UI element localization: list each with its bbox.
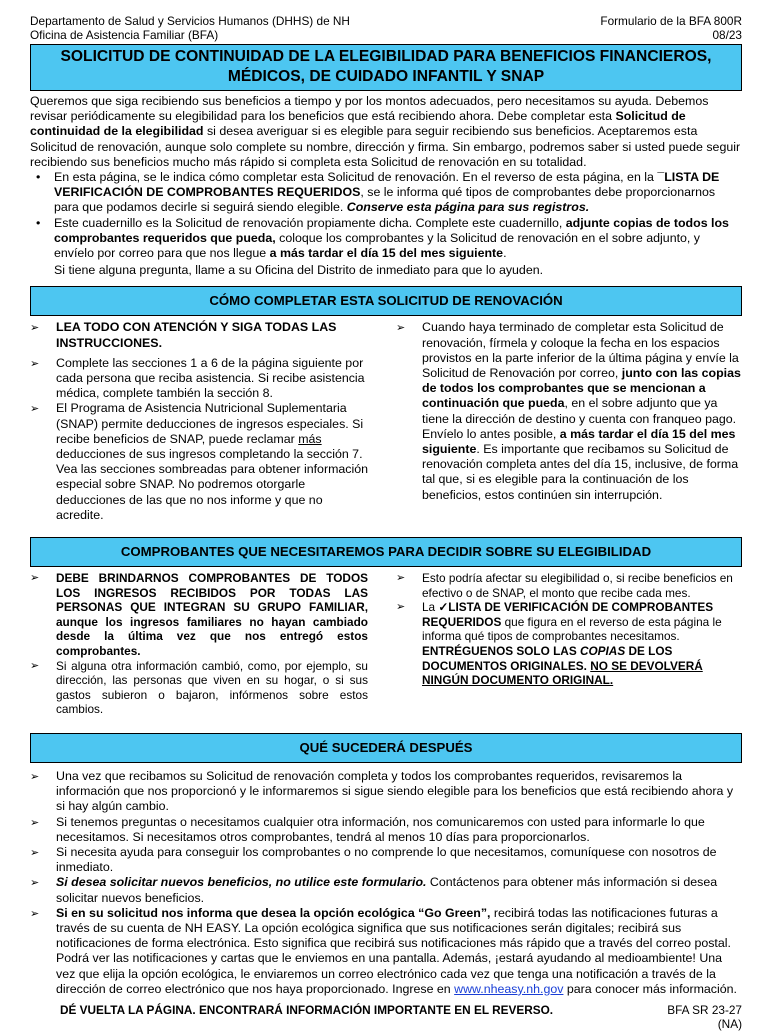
how-item-sections: ➢ Complete las secciones 1 a 6 de la página siguiente por cada persona que reciba asistencia. Si recibe asistencia médica, complete también la sección 8. (30, 356, 368, 402)
intro-bullets (30, 170, 742, 261)
deadline-note: a más tardar el día 15 del mes siguiente (269, 246, 504, 261)
proofs-item-checklist (396, 600, 742, 688)
bullet-text-2: coloque los comprobantes y la Solicitud de renovación en el sobre adjunto, y envíelo por correo para que nos llegue (54, 230, 700, 261)
checklist-text: La (422, 600, 439, 615)
form-date: 08/23 (712, 28, 742, 42)
mail-deadline: a más tardar el día 15 del mes siguiente (422, 426, 736, 457)
page-header (30, 14, 742, 42)
form-number: Formulario de la BFA 800R (600, 14, 742, 28)
language-code: (NA) (717, 1017, 742, 1031)
more-underlined: más (298, 431, 322, 446)
copies-word: COPIAS (579, 644, 626, 659)
turn-page-note: DÉ VUELTA LA PÁGINA. ENCONTRARÁ INFORMACIÓN IMPORTANTE EN EL REVERSO. (60, 1003, 554, 1018)
proofs-item-income (30, 571, 368, 659)
next-item-review: ➢ Una vez que recibamos su Solicitud de renovación completa y todos los comprobantes requeridos, revisaremos la información que nos proporcionó y le informaremos si sigue siendo elegible para los beneficios que está recibiendo ahora y si hay algún cambio. (30, 769, 742, 815)
income-proof-bold: DEBE BRINDARNOS COMPROBANTES DE TODOS LOS INGRESOS RECIBIDOS POR TODAS LAS PERSONAS QUE INTEGRAN SU GRUPO FAMILIAR, (56, 571, 368, 615)
go-green-text-end: para conocer más información. (563, 981, 737, 996)
proofs-heading: COMPROBANTES QUE NECESITAREMOS PARA DECIDIR SOBRE SU ELEGIBILIDAD (30, 537, 742, 567)
title-line-1: SOLICITUD DE CONTINUIDAD DE LA ELEGIBILIDAD PARA BENEFICIOS FINANCIEROS, (60, 48, 712, 65)
check-mark-icon: ¯ (657, 170, 665, 185)
intro-text-end: si desea averiguar si es elegible para seguir recibiendo sus beneficios. Aceptaremos esta Solicitud de renovación, aunque solo complete su nombre, dirección y firma. Sin embargo, podremos saber si usted puede seguir recibiendo sus beneficios mucho más rápido si completa esta Solicitud de renovación en su totalidad. (30, 124, 741, 169)
mail-text-3: . Es importante que recibamos su Solicitud de renovación completa antes del día 15, inclusive, de forma tal que, si es elegible para la continuación de los beneficios, estos continúen sin interrupción. (422, 442, 739, 502)
next-item-go-green (30, 906, 742, 997)
department-name: Departamento de Salud y Servicios Humanos (DHHS) de NH (30, 14, 350, 28)
snap-text: El Programa de Asistencia Nutricional Suplementaria (SNAP) permite deducciones de ingresos especiales. Si recibe beneficios de SNAP, puede reclamar (56, 401, 364, 446)
no-return-note: NO SE DEVOLVERÁ NINGÚN DOCUMENTO ORIGINAL. (422, 658, 703, 688)
page-footer (30, 1003, 742, 1031)
proofs-columns (30, 571, 742, 717)
title-line-2: MÉDICOS, DE CUIDADO INFANTIL Y SNAP (227, 68, 545, 85)
attach-copies-note: adjunte copias de todos los comprobantes requeridos que pueda, (54, 215, 729, 245)
intro-paragraph (30, 94, 742, 170)
keep-page-note: Conserve esta página para sus registros. (346, 200, 590, 215)
intro-text: Queremos que siga recibiendo sus beneficios a tiempo y por los montos adecuados, pero necesitamos su ayuda. Debemos revisar periódicamente su elegibilidad para los beneficios que está recibiendo ahora. Debe completar esta (30, 94, 709, 124)
bullet-booklet (30, 216, 742, 262)
mail-text: Cuando haya terminado de completar esta Solicitud de renovación, fírmela y coloque la fecha en los espacios provistos en la parte inferior de la última página y envíe la Solicitud de Renovación por correo, (422, 320, 739, 381)
how-item-mail (396, 320, 742, 502)
bullet-text: En esta página, se le indica cómo completar esta Solicitud de renovación. En el reverso de esta página, en la (54, 170, 658, 185)
next-list (30, 769, 742, 997)
checklist-text-2: que figura en el reverso de esta página le informa qué tipos de comprobantes necesitamos. (422, 614, 722, 644)
intro-bold: Solicitud de continuidad de la elegibilidad (30, 109, 686, 139)
nheasy-link[interactable]: www.nheasy.nh.gov (454, 981, 564, 996)
bullet-this-page (30, 170, 742, 216)
proofs-item-changes: ➢ Si alguna otra información cambió, como, por ejemplo, su dirección, las personas que viven en su hogar, o si sus gastos subieron o bajaron, infórmenos sobre estos cambios. (30, 659, 368, 717)
how-item-read (30, 320, 368, 350)
mail-text-2: , en el sobre adjunto que ya tiene la dirección de destino y cuenta con franqueo pago. Envíelo lo antes posible, (422, 396, 737, 441)
originals-text: DE LOS DOCUMENTOS ORIGINALES. (422, 644, 673, 673)
read-instructions: LEA TODO CON ATENCIÓN Y SIGA TODAS LAS INSTRUCCIONES. (56, 320, 337, 350)
copies-only: ENTRÉGUENOS SOLO LAS (422, 644, 580, 659)
income-proof-note: aunque los ingresos familiares no hayan cambiado desde la última vez que nos entregó estos comprobantes. (56, 614, 368, 659)
form-code: BFA SR 23-27 (667, 1003, 742, 1018)
form-title (30, 44, 742, 91)
how-heading: CÓMO COMPLETAR ESTA SOLICITUD DE RENOVACIÓN (30, 286, 742, 316)
new-benefits-text: Contáctenos para obtener más información si desea solicitar nuevos beneficios. (56, 875, 718, 905)
contact-note: Si tiene alguna pregunta, llame a su Oficina del Distrito de inmediato para que lo ayuden. (54, 263, 544, 278)
next-item-questions: ➢ Si tenemos preguntas o necesitamos cualquier otra información, nos comunicaremos con usted para informarle lo que necesitamos. Si necesitamos otros comprobantes, tendrá al menos 10 días para proporcionarlos. (30, 815, 742, 845)
next-heading: QUÉ SUCEDERÁ DESPUÉS (30, 733, 742, 763)
go-green-text: recibirá todas las notificaciones futuras a través de su cuenta de NH EASY. La opción ecológica significa que sus notificaciones serán digitales; recibirá sus notificaciones de forma electrónica. Esto significa que recibirá sus notificaciones más rápido que a través del correo postal. Podrá ver las notificaciones y cartas que le enviemos en una pantalla. Además, ¡estará ayudando al medioambiente! Una vez que elija la opción ecológica, le enviaremos un correo electrónico cada vez que tenga una notificación a través de la dirección de correo electrónico que nos haya proporcionado. Ingrese en (56, 905, 731, 996)
mail-bold: junto con las copias de todos los comprobantes que se mencionan a continuación que pueda (422, 366, 741, 411)
proofs-item-effect: ➢ Esto podría afectar su elegibilidad o, si recibe beneficios en efectivo o de SNAP, el monto que recibe cada mes. (396, 571, 742, 600)
form-page (30, 14, 742, 1031)
bullet-text: Este cuadernillo es la Solicitud de renovación propiamente dicha. Complete este cuadernillo, (54, 215, 566, 230)
how-columns (30, 320, 742, 523)
office-name: Oficina de Asistencia Familiar (BFA) (30, 28, 219, 42)
intro-section (30, 94, 742, 278)
go-green-bold: Si en su solicitud nos informa que desea la opción ecológica “Go Green”, (56, 905, 491, 920)
next-item-new-benefits (30, 875, 742, 905)
bullet-text-2: , se le informa qué tipos de comprobantes debe proporcionarnos para que podamos decirle si seguirá siendo elegible. (54, 185, 716, 215)
checklist-title: LISTA DE VERIFICACIÓN DE COMPROBANTES REQUERIDOS (54, 170, 720, 200)
bullet-text-end: . (503, 246, 507, 261)
checklist-title: ✓LISTA DE VERIFICACIÓN DE COMPROBANTES REQUERIDOS (422, 600, 714, 629)
how-item-snap (30, 401, 368, 523)
next-item-help: ➢ Si necesita ayuda para conseguir los comprobantes o no comprende lo que necesitamos, comuníquese con nosotros de inmediato. (30, 845, 742, 875)
new-benefits-warning: Si desea solicitar nuevos beneficios, no utilice este formulario. (56, 875, 427, 890)
snap-text-2: deducciones de sus ingresos completando la sección 7. Vea las secciones sombreadas para obtener información especial sobre SNAP. No podremos otorgarle deducciones de las que no nos informe y que no acredite. (56, 447, 369, 522)
